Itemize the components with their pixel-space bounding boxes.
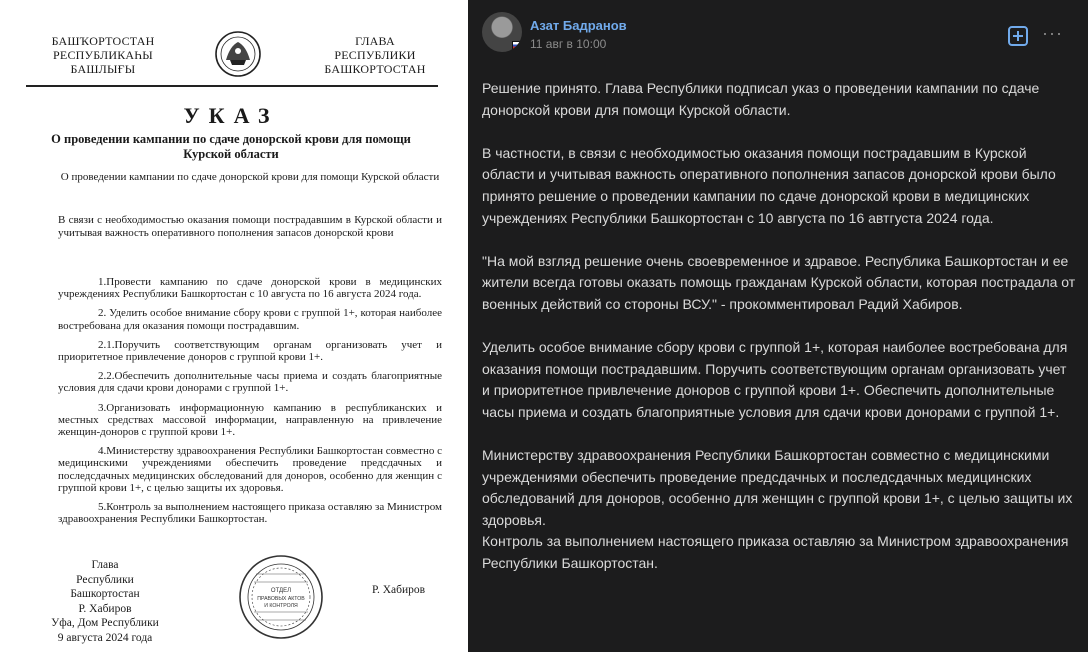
more-dots-icon[interactable]: ··· (1042, 23, 1063, 43)
post-body (482, 78, 1078, 575)
avatar[interactable] (482, 12, 522, 52)
social-post (468, 0, 1088, 652)
post-date[interactable]: 11 авг в 10:00 (530, 37, 607, 51)
decree-point: 1.Провести кампанию по сдаче донорской крови в медицинских учреждениях Республики Башкортостан с 10 августа по 16 августа 2024 года. (58, 276, 442, 301)
header-russian-line: БАШКОРТОСТАН (324, 62, 426, 76)
flag-icon (512, 41, 522, 50)
post-paragraph: В частности, в связи с необходимостью оказания помощи пострадавшим в Курской области и учитывая важность оперативного пополнения запасов донорской крови было принято решение о проведении кампании по сдаче донорской крови в медицинских учреждениях Республики Башкортостан с 10 августа по 16 автгуста 2024 года. (482, 144, 1056, 226)
document-intro: В связи с необходимостью оказания помощи пострадавшим в Курской области и учитывая важность оперативного пополнения запасов донорской крови (58, 214, 442, 239)
decree-point: 5.Контроль за выполнением настоящего приказа оставляю за Министром здравоохранения Республики Башкортостан. (58, 501, 442, 526)
document-subject: О проведении кампании по сдаче донорской крови для помощи Курской области (51, 132, 411, 161)
stamp-icon (238, 554, 324, 640)
decree-document (0, 0, 462, 652)
post-paragraph: Уделить особое внимание сбору крови с группой 1+, которая наиболее востребована для оказания помощи пострадавшим. Поручить соответствующим органам организовать учет и приоритетное привлечение доноров с группой крови 1+. Обеспечить дополнительные часы приема и создать благоприятные условия для сдачи крови донорами с группой 1+. (482, 339, 1068, 420)
document-subtitle: О проведении кампании по сдаче донорской крови для помощи Курской области (60, 171, 440, 183)
header-bashkir-line: БАШҠОРТОСТАН (51, 34, 155, 48)
svg-text:ОТДЕЛ: ОТДЕЛ (270, 588, 292, 594)
signature-name: Р. Хабиров (372, 584, 426, 596)
decree-point: 2.1.Поручить соответствующим органам организовать учет и приоритетное привлечение доноров с группой крови 1+. (58, 338, 442, 364)
decree-point: 3.Организовать информационную кампанию в республиканских и местных средствах массовой информации, направленную на привлечение женщин-доноров с группой крови 1+. (58, 401, 442, 439)
svg-text:И КОНТРОЛЯ: И КОНТРОЛЯ (264, 603, 298, 609)
decree-point: 2. Уделить особое внимание сбору крови с группой 1+, которая наиболее востребована для оказания помощи пострадавшим. (58, 307, 442, 332)
signature-line: Республики (76, 573, 134, 586)
document-title: УКАЗ (183, 103, 279, 128)
header-russian-line: ГЛАВА (355, 34, 395, 48)
emblem-icon (214, 30, 262, 78)
signature-line: Уфа, Дом Республики (51, 617, 159, 629)
post-author[interactable]: Азат Бадранов (530, 18, 627, 33)
decree-point: 4.Министерству здравоохранения Республики Башкортостан совместно с медицинскими учреждениями обеспечить проведение предсдачных и последсдачных медицинских обследований для доноров, особенно для женщин с группой крови 1+, с целью защиты их здоровья. (58, 445, 442, 494)
header-bashkir (30, 34, 176, 76)
decree-point: 2.2.Обеспечить дополнительные часы приема и создать благоприятные условия для сдачи крови донорами с группой 1+. (58, 370, 442, 395)
post-paragraph: Контроль за выполнением настоящего приказа оставляю за Министром здравоохранения Республики Башкортостан. (482, 533, 1069, 572)
post-paragraph: Министерству здравоохранения Республики Башкортостан совместно с медицинскими учреждениями обеспечить проведение предсдачных и последсдачных медицинских обследований для доноров, особенно для женщин с группой крови 1+, с целью защиты их здоровья. (482, 447, 1073, 528)
svg-text:ПРАВОВЫХ АКТОВ: ПРАВОВЫХ АКТОВ (257, 596, 305, 602)
signature-block (50, 558, 160, 645)
header-russian-line: РЕСПУБЛИКИ (334, 48, 416, 62)
header-bashkir-line: РЕСПУБЛИКАҺЫ (53, 48, 153, 62)
decree-points (58, 276, 442, 532)
signature-line: Башкортостан (70, 588, 140, 600)
signature-line: Глава (91, 559, 119, 571)
post-paragraph: Решение принято. Глава Республики подписал указ о проведении кампании по сдаче донорской крови для помощи Курской области. (482, 80, 1040, 118)
signature-line: 9 августа 2024 года (57, 631, 153, 644)
header-bashkir-line: БАШЛЫҒЫ (70, 62, 136, 76)
signature-line: Р. Хабиров (78, 602, 132, 615)
header-divider (26, 85, 438, 87)
header-russian (305, 34, 445, 76)
plus-square-icon[interactable] (1008, 26, 1028, 46)
post-paragraph: "На мой взгляд решение очень своевременное и здравое. Республика Башкортостан и ее жители всегда готовы оказать помощь гражданам Курской области, которая пострадала от военных действий со стороны ВСУ." - прокомментировал Радий Хабиров. (482, 252, 1076, 312)
